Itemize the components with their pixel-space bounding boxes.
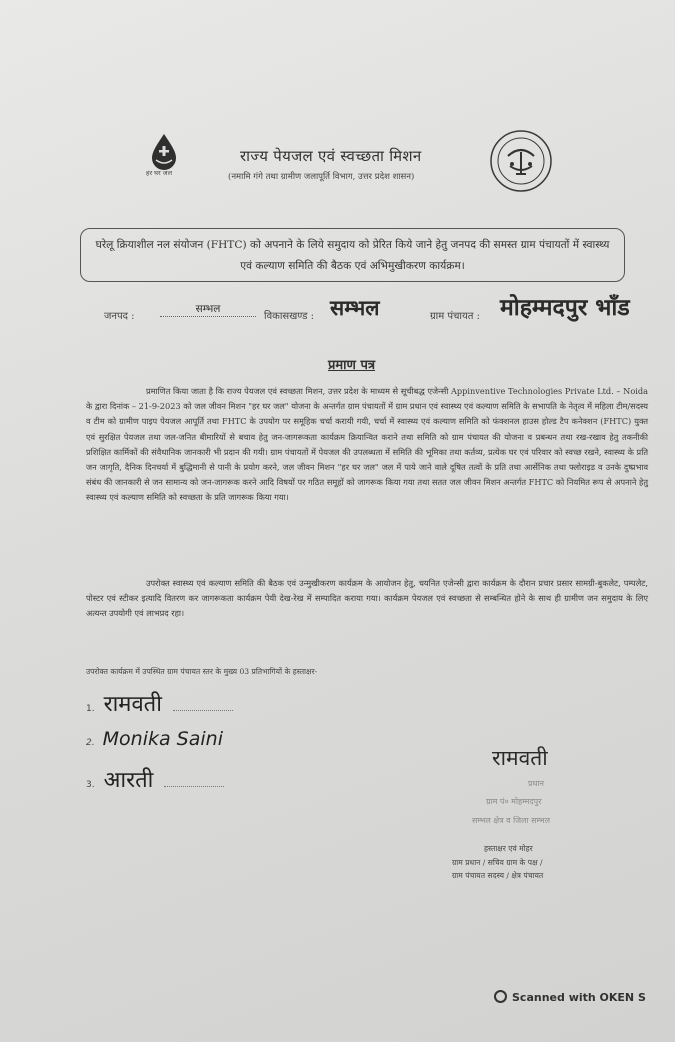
signature-intro: उपरोक्त कार्यक्रम में उपस्थित ग्राम पंचायत स्तर के मुख्य 03 प्रतिभागियों के हस्ताक्षर-: [86, 667, 318, 676]
har-ghar-jal-logo: [140, 130, 200, 190]
footer-line-2: ग्राम प्रधान / सचिव ग्राम के पक्ष /: [452, 858, 543, 867]
dotted-line: [173, 710, 233, 711]
mission-subtitle: (नमामि गंगे तथा ग्रामीण जलापूर्ति विभाग, उत्तर प्रदेश शासन): [228, 172, 415, 182]
panchayat-label: ग्राम पंचायत :: [430, 311, 481, 322]
logo-left-caption: हर घर जल: [146, 169, 172, 177]
scanner-logo-icon: [494, 990, 507, 1003]
participant-signature-2: [86, 728, 223, 750]
scanner-watermark: Scanned with OKEN S: [512, 991, 646, 1004]
signature-number: 1.: [86, 704, 95, 714]
district-label: जनपद :: [104, 311, 135, 322]
signature-name: आरती: [103, 768, 154, 793]
block-value: सम्भल: [330, 296, 380, 320]
certificate-heading: प्रमाण पत्र: [328, 358, 376, 373]
certificate-paragraph-1: प्रमाणित किया जाता है कि राज्य पेयजल एवं स्वच्छता मिशन, उत्तर प्रदेश के माध्यम से सूचीबद्ध एजेन्सी Appinventive Technologies Private Ltd. – Noida के द्वारा दिनांक – 21-9-2023 को जल जीवन मिशन "हर घर जल" योजना के अन्तर्गत ग्राम पंचायतों में ग्राम प्रधान एवं स्वास्थ्य एवं कल्याण समिति के सभापति के नेतृत्व में महिला टीम/सदस्य व टीम को ग्रामीण पाइप पेयजल आपूर्ति तथा FHTC के उपयोग पर समूहिक चर्चा करायी गयी, चर्चा में स्वास्थ्य एवं कल्याण समिति को फंक्शनल हाउस होल्ड टैप कनेक्शन (FHTC) युक्त एवं सुरक्षित पेयजल तथा जल-जनित बीमारियों से बचाव हेतु जन-जागरूकता कार्यक्रम क्रियान्वित कराने तथा समिति को ग्राम पंचायत की योजना व प्रबन्धन तथा रख-रखाव हेतु तकनीकी प्रशिक्षित कार्मिकों की संवैधानिक जानकारी भी प्रदान की गयी। ग्राम पंचायतों में पेयजल की उपलब्धता में समिति की भूमिका तथा कर्तव्य, प्रत्येक घर एवं परिवार को स्वच्छ रखने, स्वास्थ्य के प्रति जन जागृति, दैनिक दिनचर्या में बुद्धिमानी से पानी के प्रयोग करने, जल जीवन मिशन "हर घर जल" जल में पाये जाने वाले दूषित तत्वों के प्रति तथा आर्सेनिक तथा फ्लोराइड व उनके दुष्प्रभाव संबंध की जानकारी से जन सामान्य को जन-जागरूक करने आदि विषयों पर गठित समूहों को जागरूक किया गया तथा सतत जल जीवन मिशन अन्तर्गत FHTC को नियमित रूप से अपनाने हेतु स्वास्थ्य एवं कल्याण समिति को स्वच्छता के प्रति जागरूक किया गया।: [86, 386, 648, 503]
block-label: विकासखण्ड :: [264, 311, 315, 322]
stamp-line-1: प्रधान: [528, 779, 544, 788]
pradhan-signature: रामवती: [492, 746, 548, 770]
signature-number: 2.: [86, 738, 95, 748]
signature-number: 3.: [86, 780, 95, 790]
program-title-box: घरेलू क्रियाशील नल संयोजन (FHTC) को अपनाने के लिये समुदाय को प्रेरित किये जाने हेतु जनपद की समस्त ग्राम पंचायतों में स्वास्थ्य एवं कल्याण समिति की बैठक एवं अभिमुखीकरण कार्यक्रम।: [80, 228, 625, 282]
participant-signature-3: [86, 764, 224, 794]
stamp-line-3: सम्भल क्षेत्र व जिला सम्भल: [472, 816, 550, 825]
location-fields: [104, 295, 674, 330]
signature-name: रामवती: [103, 692, 162, 717]
up-government-emblem: [488, 128, 554, 194]
panchayat-value: मोहम्मदपुर भाँड: [500, 295, 630, 321]
dotted-line: [164, 786, 224, 787]
certificate-paragraph-2: उपरोक्त स्वास्थ्य एवं कल्याण समिति की बैठक एवं उन्मुखीकरण कार्यक्रम के आयोजन हेतु, चयनित एजेन्सी द्वारा कार्यक्रम के दौरान प्रचार प्रसार सामग्री-बुकलेट, पम्पलेट, पोस्टर एवं स्टीकर इत्यादि वितरण कर जागरूकता कार्यक्रम पेयी देख-रेख में सम्पादित कराया गया। कार्यक्रम पेयजल एवं स्वच्छता से सम्बन्धित होने के साथ ही ग्रामीण जन समुदाय के लिए अत्यन्त उपयोगी एवं लाभप्रद रहा।: [86, 578, 648, 619]
participant-signature-1: [86, 688, 233, 718]
footer-line-3: ग्राम पंचायत सदस्य / क्षेत्र पंचायत: [452, 871, 544, 880]
mission-title: राज्य पेयजल एवं स्वच्छता मिशन: [240, 147, 422, 165]
footer-line-1: हस्ताक्षर एवं मोहर: [484, 844, 533, 853]
stamp-line-2: ग्राम पं० मोहम्मदपुर: [486, 797, 542, 806]
district-value: सम्भल: [160, 302, 256, 317]
signature-name: Monika Saini: [102, 728, 223, 750]
